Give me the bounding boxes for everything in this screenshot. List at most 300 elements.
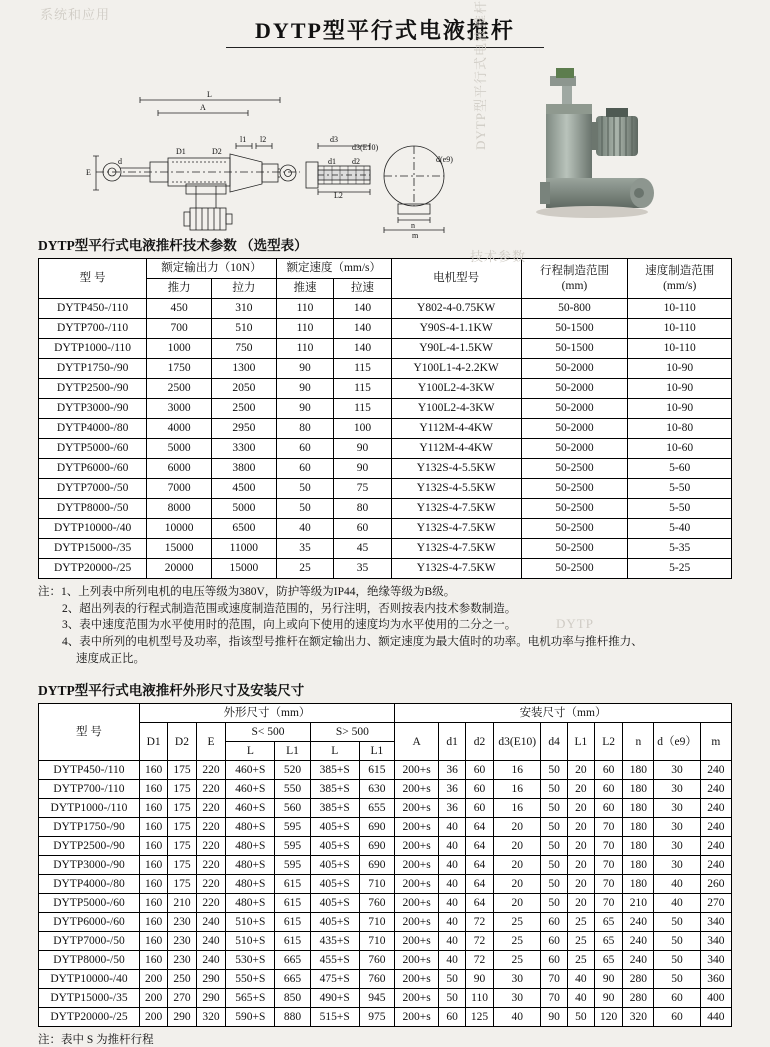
a-cell: 200+s	[395, 989, 439, 1008]
model-cell: DYTP5000-/60	[39, 439, 147, 459]
de9-cell: 30	[654, 837, 700, 856]
inst-d1-cell: 50	[439, 989, 466, 1008]
m-cell: 240	[700, 856, 731, 875]
l1-large-cell: 690	[359, 856, 394, 875]
l-small-cell: 460+S	[226, 799, 275, 818]
push-speed-cell: 80	[276, 419, 334, 439]
table-row	[39, 951, 732, 970]
pull-speed-cell: 80	[334, 499, 392, 519]
m-cell: 240	[700, 780, 731, 799]
e-cell: 290	[196, 970, 226, 989]
l-large-cell: 385+S	[310, 780, 359, 799]
m-cell: 240	[700, 799, 731, 818]
th-push-force: 推力	[147, 279, 212, 299]
n-cell: 280	[623, 989, 654, 1008]
th-stroke-range-label: 行程制造范围	[539, 265, 609, 278]
note-line-4: 4、表中所列的电机型号及功率，指该型号推杆在额定输出力、额定速度为最大值时的功率。电机功率与推杆推力、	[62, 636, 643, 649]
push-force-cell: 20000	[147, 559, 212, 579]
svg-text:D2: D2	[212, 147, 222, 156]
d2-cell: 230	[168, 913, 196, 932]
l1-large-cell: 710	[359, 875, 394, 894]
l1-small-cell: 550	[275, 780, 310, 799]
th2-d1: D1	[139, 723, 167, 761]
pull-force-cell: 3300	[211, 439, 276, 459]
d1-cell: 160	[139, 894, 167, 913]
th2-a: A	[395, 723, 439, 761]
inst-d1-cell: 36	[439, 780, 466, 799]
stroke-range-cell: 50-2500	[521, 479, 628, 499]
pull-force-cell: 2050	[211, 379, 276, 399]
stroke-range-cell: 50-2500	[521, 499, 628, 519]
model-cell: DYTP2500-/90	[39, 379, 147, 399]
de9-cell: 40	[654, 894, 700, 913]
dim-header-row-2	[39, 723, 732, 742]
stroke-range-cell: 50-2000	[521, 359, 628, 379]
d2-cell: 175	[168, 761, 196, 780]
inst-l1-cell: 20	[567, 799, 594, 818]
de9-cell: 60	[654, 1008, 700, 1027]
table-row	[39, 913, 732, 932]
d1-cell: 200	[139, 970, 167, 989]
speed-range-cell: 10-110	[628, 319, 732, 339]
th-model: 型 号	[39, 259, 147, 299]
push-force-cell: 7000	[147, 479, 212, 499]
n-cell: 180	[623, 780, 654, 799]
note-line-5: 速度成正比。	[76, 652, 145, 665]
push-force-cell: 450	[147, 299, 212, 319]
speed-range-cell: 10-90	[628, 399, 732, 419]
specs-table	[38, 258, 732, 579]
table-row	[39, 439, 732, 459]
dimensions-table-body	[39, 761, 732, 1027]
push-speed-cell: 50	[276, 499, 334, 519]
l-small-cell: 590+S	[226, 1008, 275, 1027]
th-stroke-range	[521, 259, 628, 299]
th2-s-gt500: S> 500	[310, 723, 394, 742]
inst-d1-cell: 40	[439, 894, 466, 913]
l1-small-cell: 520	[275, 761, 310, 780]
th2-d3: d3(E10)	[494, 723, 541, 761]
a-cell: 200+s	[395, 761, 439, 780]
inst-l1-cell: 20	[567, 837, 594, 856]
model-cell: DYTP20000-/25	[39, 1008, 140, 1027]
pull-speed-cell: 45	[334, 539, 392, 559]
d1-cell: 200	[139, 1008, 167, 1027]
note-line-1: 注：1、上列表中所列电机的电压等级为380V，防护等级为IP44，绝缘等级为B级。	[38, 586, 456, 598]
inst-d2-cell: 64	[465, 875, 493, 894]
push-speed-cell: 60	[276, 459, 334, 479]
push-speed-cell: 35	[276, 539, 334, 559]
push-speed-cell: 50	[276, 479, 334, 499]
svg-text:d2: d2	[352, 157, 360, 166]
d4-cell: 50	[541, 894, 568, 913]
stroke-range-cell: 50-2000	[521, 419, 628, 439]
d3-cell: 25	[494, 932, 541, 951]
a-cell: 200+s	[395, 894, 439, 913]
d3-cell: 40	[494, 1008, 541, 1027]
n-cell: 210	[623, 894, 654, 913]
push-force-cell: 15000	[147, 539, 212, 559]
l-small-cell: 480+S	[226, 818, 275, 837]
de9-cell: 60	[654, 989, 700, 1008]
stroke-range-cell: 50-2500	[521, 559, 628, 579]
push-force-cell: 2500	[147, 379, 212, 399]
l1-large-cell: 615	[359, 761, 394, 780]
stroke-range-cell: 50-1500	[521, 319, 628, 339]
inst-d2-cell: 110	[465, 989, 493, 1008]
l1-large-cell: 630	[359, 780, 394, 799]
inst-d2-cell: 60	[465, 780, 493, 799]
th2-s-lt500: S< 500	[226, 723, 310, 742]
table-row	[39, 932, 732, 951]
d3-cell: 20	[494, 875, 541, 894]
e-cell: 290	[196, 989, 226, 1008]
inst-d1-cell: 40	[439, 932, 466, 951]
l1-large-cell: 690	[359, 818, 394, 837]
table-row	[39, 539, 732, 559]
de9-cell: 30	[654, 761, 700, 780]
section-2-heading: DYTP型平行式电液推杆外形尺寸及安装尺寸	[38, 683, 305, 699]
th2-al1: L1	[567, 723, 594, 761]
inst-l2-cell: 120	[594, 1008, 622, 1027]
m-cell: 260	[700, 875, 731, 894]
d1-cell: 160	[139, 799, 167, 818]
model-cell: DYTP10000-/40	[39, 519, 147, 539]
section-1-subtitle: （选型表）	[240, 238, 308, 253]
model-cell: DYTP1000-/110	[39, 799, 140, 818]
pull-speed-cell: 140	[334, 339, 392, 359]
l-small-cell: 565+S	[226, 989, 275, 1008]
l-large-cell: 385+S	[310, 799, 359, 818]
inst-l1-cell: 20	[567, 818, 594, 837]
l1-small-cell: 615	[275, 875, 310, 894]
svg-text:d3: d3	[330, 135, 338, 144]
inst-l1-cell: 20	[567, 875, 594, 894]
pull-speed-cell: 35	[334, 559, 392, 579]
d2-cell: 250	[168, 970, 196, 989]
inst-d2-cell: 90	[465, 970, 493, 989]
e-cell: 220	[196, 856, 226, 875]
push-speed-cell: 110	[276, 339, 334, 359]
pull-speed-cell: 75	[334, 479, 392, 499]
m-cell: 240	[700, 761, 731, 780]
model-cell: DYTP4000-/80	[39, 419, 147, 439]
e-cell: 220	[196, 761, 226, 780]
table-row	[39, 989, 732, 1008]
d1-cell: 160	[139, 837, 167, 856]
d2-cell: 175	[168, 837, 196, 856]
l-large-cell: 435+S	[310, 932, 359, 951]
speed-range-cell: 5-35	[628, 539, 732, 559]
push-force-cell: 4000	[147, 419, 212, 439]
inst-l2-cell: 60	[594, 761, 622, 780]
l-large-cell: 515+S	[310, 1008, 359, 1027]
pull-force-cell: 1300	[211, 359, 276, 379]
svg-text:l1: l1	[240, 135, 247, 144]
model-cell: DYTP450-/110	[39, 761, 140, 780]
table-row	[39, 837, 732, 856]
pull-force-cell: 2950	[211, 419, 276, 439]
inst-l2-cell: 65	[594, 932, 622, 951]
svg-text:d1: d1	[328, 157, 336, 166]
speed-range-cell: 10-110	[628, 339, 732, 359]
n-cell: 240	[623, 951, 654, 970]
l-small-cell: 510+S	[226, 913, 275, 932]
th2-L1-a: L1	[275, 742, 310, 761]
pull-force-cell: 3800	[211, 459, 276, 479]
inst-d1-cell: 40	[439, 818, 466, 837]
model-cell: DYTP7000-/50	[39, 932, 140, 951]
pull-speed-cell: 90	[334, 459, 392, 479]
model-cell: DYTP20000-/25	[39, 559, 147, 579]
l1-small-cell: 615	[275, 913, 310, 932]
l-large-cell: 490+S	[310, 989, 359, 1008]
n-cell: 180	[623, 761, 654, 780]
ghost-text-low: DYTP	[556, 616, 594, 631]
svg-text:d: d	[118, 157, 122, 166]
n-cell: 320	[623, 1008, 654, 1027]
a-cell: 200+s	[395, 837, 439, 856]
table-row	[39, 379, 732, 399]
inst-l1-cell: 40	[567, 970, 594, 989]
ghost-text-mid: 技术参数	[470, 249, 527, 264]
push-force-cell: 1000	[147, 339, 212, 359]
e-cell: 320	[196, 1008, 226, 1027]
pull-force-cell: 6500	[211, 519, 276, 539]
svg-text:D1: D1	[176, 147, 186, 156]
th-stroke-range-unit: (mm)	[561, 279, 588, 292]
l1-large-cell: 710	[359, 913, 394, 932]
n-cell: 180	[623, 818, 654, 837]
de9-cell: 30	[654, 799, 700, 818]
push-force-cell: 700	[147, 319, 212, 339]
table-row	[39, 818, 732, 837]
th2-model: 型 号	[39, 704, 140, 761]
inst-l2-cell: 70	[594, 818, 622, 837]
inst-d1-cell: 40	[439, 951, 466, 970]
pull-speed-cell: 90	[334, 439, 392, 459]
l-small-cell: 510+S	[226, 932, 275, 951]
d3-cell: 25	[494, 951, 541, 970]
inst-l2-cell: 70	[594, 837, 622, 856]
d3-cell: 30	[494, 989, 541, 1008]
d4-cell: 60	[541, 913, 568, 932]
push-speed-cell: 110	[276, 319, 334, 339]
model-cell: DYTP10000-/40	[39, 970, 140, 989]
pull-force-cell: 4500	[211, 479, 276, 499]
specs-table-head	[39, 259, 732, 299]
inst-d1-cell: 40	[439, 913, 466, 932]
d4-cell: 70	[541, 970, 568, 989]
l-small-cell: 460+S	[226, 761, 275, 780]
push-speed-cell: 40	[276, 519, 334, 539]
pull-force-cell: 750	[211, 339, 276, 359]
e-cell: 220	[196, 894, 226, 913]
inst-d2-cell: 72	[465, 913, 493, 932]
pull-speed-cell: 115	[334, 359, 392, 379]
inst-d1-cell: 36	[439, 761, 466, 780]
l1-small-cell: 850	[275, 989, 310, 1008]
d4-cell: 50	[541, 818, 568, 837]
table-row	[39, 761, 732, 780]
motor-cell: Y90L-4-1.5KW	[391, 339, 521, 359]
note-line-3: 3、表中速度范围为水平使用时的范围，向上或向下使用的速度均为水平使用的二分之一。	[62, 619, 517, 632]
footnote: 注：表中 S 为推杆行程	[38, 1034, 154, 1047]
n-cell: 240	[623, 932, 654, 951]
m-cell: 240	[700, 818, 731, 837]
push-speed-cell: 60	[276, 439, 334, 459]
inst-d1-cell: 40	[439, 875, 466, 894]
th-pull-speed: 拉速	[334, 279, 392, 299]
m-cell: 270	[700, 894, 731, 913]
speed-range-cell: 5-60	[628, 459, 732, 479]
motor-cell: Y100L2-4-3KW	[391, 379, 521, 399]
th2-L1-b: L1	[359, 742, 394, 761]
l1-small-cell: 560	[275, 799, 310, 818]
de9-cell: 50	[654, 932, 700, 951]
inst-d1-cell: 60	[439, 1008, 466, 1027]
l-small-cell: 480+S	[226, 837, 275, 856]
svg-text:L2: L2	[334, 191, 343, 200]
push-speed-cell: 90	[276, 379, 334, 399]
table-row	[39, 459, 732, 479]
speed-range-cell: 5-25	[628, 559, 732, 579]
pull-force-cell: 5000	[211, 499, 276, 519]
model-cell: DYTP1000-/110	[39, 339, 147, 359]
d4-cell: 50	[541, 856, 568, 875]
pull-force-cell: 2500	[211, 399, 276, 419]
th-rated-output: 额定输出力（10N）	[147, 259, 277, 279]
table-row	[39, 780, 732, 799]
inst-d1-cell: 36	[439, 799, 466, 818]
l1-small-cell: 595	[275, 818, 310, 837]
svg-text:n: n	[411, 221, 415, 230]
pull-force-cell: 310	[211, 299, 276, 319]
l-small-cell: 480+S	[226, 894, 275, 913]
d4-cell: 60	[541, 951, 568, 970]
inst-d2-cell: 72	[465, 932, 493, 951]
e-cell: 220	[196, 837, 226, 856]
model-cell: DYTP2500-/90	[39, 837, 140, 856]
e-cell: 240	[196, 932, 226, 951]
inst-d2-cell: 64	[465, 894, 493, 913]
inst-l1-cell: 25	[567, 932, 594, 951]
table-row	[39, 419, 732, 439]
push-force-cell: 6000	[147, 459, 212, 479]
d4-cell: 50	[541, 780, 568, 799]
motor-cell: Y802-4-0.75KW	[391, 299, 521, 319]
th2-n: n	[623, 723, 654, 761]
de9-cell: 50	[654, 970, 700, 989]
d2-cell: 270	[168, 989, 196, 1008]
l-large-cell: 405+S	[310, 837, 359, 856]
notes-block-1	[38, 584, 738, 667]
inst-l2-cell: 60	[594, 799, 622, 818]
n-cell: 180	[623, 856, 654, 875]
inst-l2-cell: 70	[594, 875, 622, 894]
m-cell: 440	[700, 1008, 731, 1027]
inst-l2-cell: 60	[594, 780, 622, 799]
motor-cell: Y132S-4-7.5KW	[391, 499, 521, 519]
l-large-cell: 405+S	[310, 875, 359, 894]
a-cell: 200+s	[395, 970, 439, 989]
push-speed-cell: 110	[276, 299, 334, 319]
motor-cell: Y100L1-4-2.2KW	[391, 359, 521, 379]
push-speed-cell: 90	[276, 399, 334, 419]
motor-cell: Y100L2-4-3KW	[391, 399, 521, 419]
pull-force-cell: 11000	[211, 539, 276, 559]
inst-l1-cell: 20	[567, 761, 594, 780]
speed-range-cell: 10-90	[628, 359, 732, 379]
l1-small-cell: 595	[275, 856, 310, 875]
th-speed-range-unit: (mm/s)	[663, 279, 697, 292]
svg-text:d3(E10): d3(E10)	[352, 143, 379, 152]
th2-d4: d4	[541, 723, 568, 761]
l-large-cell: 405+S	[310, 913, 359, 932]
table-row	[39, 894, 732, 913]
e-cell: 220	[196, 799, 226, 818]
th2-m: m	[700, 723, 731, 761]
table-header-row	[39, 259, 732, 279]
d3-cell: 16	[494, 780, 541, 799]
l-small-cell: 480+S	[226, 875, 275, 894]
d2-cell: 175	[168, 818, 196, 837]
a-cell: 200+s	[395, 818, 439, 837]
th2-L-b: L	[310, 742, 359, 761]
stroke-range-cell: 50-2000	[521, 379, 628, 399]
l-large-cell: 405+S	[310, 818, 359, 837]
d4-cell: 50	[541, 799, 568, 818]
svg-text:A: A	[200, 103, 206, 112]
speed-range-cell: 5-50	[628, 499, 732, 519]
d2-cell: 175	[168, 875, 196, 894]
speed-range-cell: 10-60	[628, 439, 732, 459]
d3-cell: 20	[494, 856, 541, 875]
d1-cell: 160	[139, 761, 167, 780]
inst-l1-cell: 20	[567, 780, 594, 799]
d4-cell: 90	[541, 1008, 568, 1027]
th2-al2: L2	[594, 723, 622, 761]
model-cell: DYTP450-/110	[39, 299, 147, 319]
inst-d1-cell: 50	[439, 970, 466, 989]
push-speed-cell: 25	[276, 559, 334, 579]
svg-text:E: E	[86, 168, 91, 177]
model-cell: DYTP6000-/60	[39, 913, 140, 932]
l-large-cell: 455+S	[310, 951, 359, 970]
m-cell: 340	[700, 913, 731, 932]
inst-d2-cell: 72	[465, 951, 493, 970]
d2-cell: 230	[168, 932, 196, 951]
n-cell: 180	[623, 837, 654, 856]
l1-large-cell: 945	[359, 989, 394, 1008]
l1-small-cell: 665	[275, 951, 310, 970]
th-push-speed: 推速	[276, 279, 334, 299]
d2-cell: 175	[168, 799, 196, 818]
inst-l2-cell: 70	[594, 894, 622, 913]
l1-large-cell: 690	[359, 837, 394, 856]
d2-cell: 230	[168, 951, 196, 970]
de9-cell: 30	[654, 780, 700, 799]
motor-cell: Y132S-4-5.5KW	[391, 479, 521, 499]
product-photo	[520, 60, 700, 225]
table-row	[39, 319, 732, 339]
d3-cell: 30	[494, 970, 541, 989]
motor-cell: Y132S-4-7.5KW	[391, 559, 521, 579]
stroke-range-cell: 50-2000	[521, 439, 628, 459]
model-cell: DYTP4000-/80	[39, 875, 140, 894]
m-cell: 340	[700, 932, 731, 951]
technical-drawing	[0, 58, 770, 240]
